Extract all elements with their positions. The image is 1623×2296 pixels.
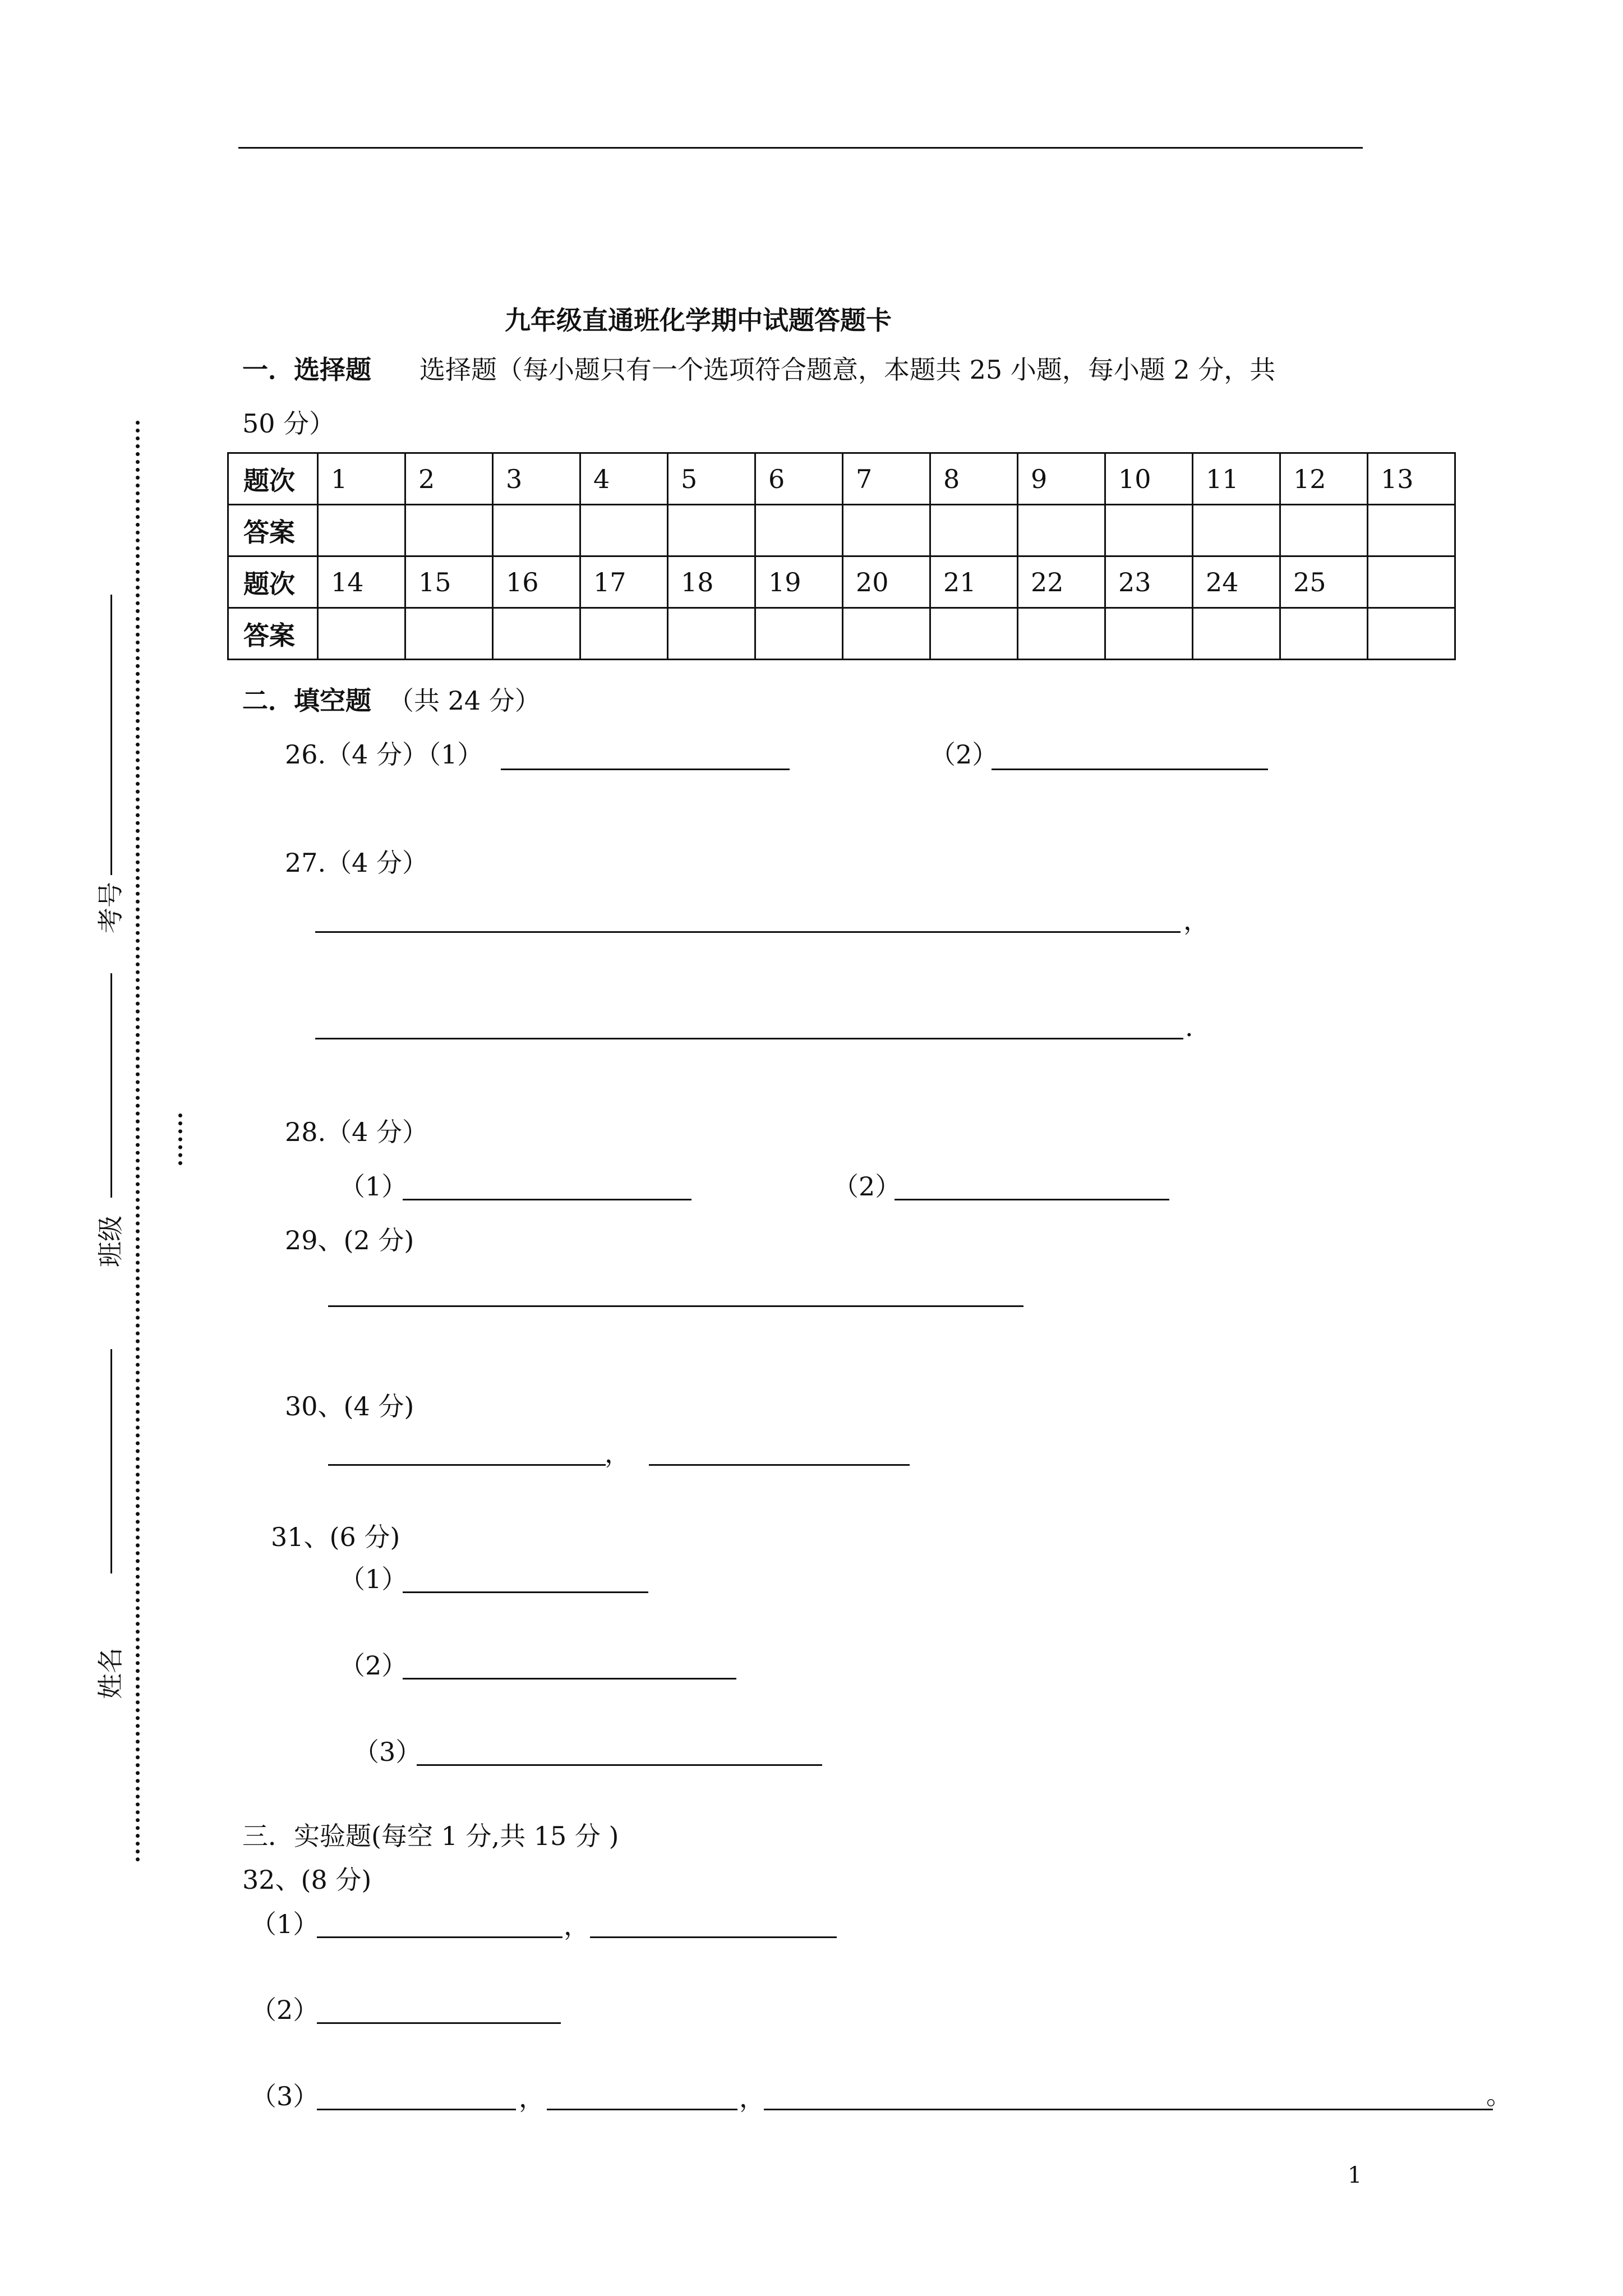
table-row [228, 505, 1455, 556]
answer-cell[interactable] [843, 505, 930, 556]
row-label-answer: 答案 [228, 505, 318, 556]
section1-desc-line1: 选择题（每小题只有一个选项符合题意，本题共 25 小题，每小题 2 分，共 [419, 355, 1276, 385]
q26-label-2: （2） [930, 739, 998, 770]
answer-cell[interactable] [1280, 505, 1368, 556]
table-row [228, 556, 1455, 608]
answer-cell[interactable] [1018, 505, 1105, 556]
question-number: 7 [843, 453, 930, 505]
q32-sep-3a: ， [519, 2083, 545, 2113]
question-number: 3 [493, 453, 580, 505]
answer-cell[interactable] [930, 505, 1018, 556]
question-number: 11 [1193, 453, 1280, 505]
q32-end-3: 。 [1486, 2080, 1512, 2110]
name-line [110, 1349, 112, 1573]
answer-cell[interactable] [1368, 505, 1455, 556]
question-number: 24 [1193, 556, 1280, 608]
q29-blank[interactable] [328, 1305, 1023, 1307]
answer-cell[interactable] [405, 608, 493, 660]
q27-label: 27.（4 分） [285, 848, 428, 878]
q32-blank-3a[interactable] [317, 2109, 516, 2110]
question-number: 17 [580, 556, 668, 608]
question-number: 23 [1105, 556, 1193, 608]
q26-label: 26.（4 分）（1） [285, 739, 483, 770]
q28-blank-2[interactable] [895, 1199, 1169, 1200]
answer-cell[interactable] [318, 608, 405, 660]
q29-label: 29、(2 分) [285, 1225, 414, 1255]
q28-label-1: （1） [339, 1171, 408, 1202]
q31-blank-2[interactable] [403, 1678, 736, 1680]
q32-sep-3b: ， [739, 2083, 765, 2113]
name-label: 姓名 [95, 1648, 126, 1699]
q26-blank-2[interactable] [992, 769, 1268, 770]
q28-blank-1[interactable] [403, 1199, 691, 1200]
q30-blank-1[interactable] [328, 1464, 606, 1466]
section1-desc-line2: 50 分） [242, 408, 335, 439]
q32-sep-1: ， [564, 1911, 589, 1941]
q28-label: 28.（4 分） [285, 1117, 428, 1147]
q31-blank-3[interactable] [417, 1764, 822, 1766]
q27-end-2: . [1185, 1012, 1193, 1042]
q32-label-2: （2） [251, 1995, 319, 2025]
table-row [228, 608, 1455, 660]
answer-cell[interactable] [668, 505, 755, 556]
question-number: 25 [1280, 556, 1368, 608]
section2-heading: 二．填空题 [242, 685, 371, 716]
question-number: 12 [1280, 453, 1368, 505]
q31-label-1: （1） [339, 1564, 408, 1594]
section1-heading: 一．选择题 [242, 355, 371, 385]
q30-blank-2[interactable] [649, 1464, 910, 1466]
q32-label-1: （1） [251, 1909, 319, 1939]
question-number: 18 [668, 556, 755, 608]
answer-cell[interactable] [580, 608, 668, 660]
class-label: 班级 [95, 1216, 126, 1267]
binding-dotted-line [136, 421, 140, 1862]
q27-end-1: ， [1183, 905, 1209, 936]
question-number: 1 [318, 453, 405, 505]
answer-cell[interactable] [843, 608, 930, 660]
q32-blank-3c[interactable] [764, 2109, 1493, 2110]
answer-cell[interactable] [668, 608, 755, 660]
section2-heading-note: （共 24 分） [388, 685, 541, 716]
q32-label-3: （3） [251, 2081, 319, 2111]
q27-blank-2[interactable] [315, 1038, 1183, 1039]
question-number: 19 [755, 556, 843, 608]
answer-cell[interactable] [1193, 608, 1280, 660]
answer-cell[interactable] [580, 505, 668, 556]
question-number: 5 [668, 453, 755, 505]
answer-cell[interactable] [1105, 608, 1193, 660]
question-number: 15 [405, 556, 493, 608]
question-number: 6 [755, 453, 843, 505]
q32-blank-2[interactable] [317, 2022, 561, 2024]
answer-cell[interactable] [1368, 608, 1455, 660]
section3-heading: 三．实验题(每空 1 分,共 15 分 ) [242, 1821, 619, 1851]
answer-cell[interactable] [1280, 608, 1368, 660]
q32-blank-1a[interactable] [317, 1936, 562, 1938]
q32-blank-3b[interactable] [547, 2109, 737, 2110]
exam-no-label: 考号 [95, 882, 126, 933]
question-number: 16 [493, 556, 580, 608]
page-title: 九年级直通班化学期中试题答题卡 [505, 305, 892, 335]
binding-dotted-short [178, 1114, 182, 1165]
exam-no-line [110, 595, 112, 875]
question-number: 13 [1368, 453, 1455, 505]
question-number: 2 [405, 453, 493, 505]
q28-label-2: （2） [833, 1171, 901, 1202]
class-line [110, 973, 112, 1198]
question-number: 8 [930, 453, 1018, 505]
q31-label: 31、(6 分) [271, 1522, 400, 1552]
question-number: 4 [580, 453, 668, 505]
q32-label: 32、(8 分) [242, 1865, 372, 1895]
q30-sep: ， [605, 1438, 630, 1469]
answer-table [227, 452, 1456, 660]
answer-cell[interactable] [1018, 608, 1105, 660]
answer-cell[interactable] [493, 608, 580, 660]
row-label-answer: 答案 [228, 608, 318, 660]
answer-cell[interactable] [755, 505, 843, 556]
q32-blank-1b[interactable] [590, 1936, 837, 1938]
row-label-question: 题次 [228, 556, 318, 608]
row-label-question: 题次 [228, 453, 318, 505]
question-number: 21 [930, 556, 1018, 608]
header-rule [238, 147, 1363, 149]
q26-blank-1[interactable] [501, 769, 790, 770]
question-number [1368, 556, 1455, 608]
q30-label: 30、(4 分) [285, 1391, 414, 1421]
page-number: 1 [1348, 2162, 1362, 2188]
q31-label-3: （3） [353, 1737, 422, 1767]
q31-blank-1[interactable] [403, 1591, 648, 1593]
answer-cell[interactable] [755, 608, 843, 660]
question-number: 20 [843, 556, 930, 608]
question-number: 14 [318, 556, 405, 608]
q31-label-2: （2） [339, 1650, 408, 1681]
answer-cell[interactable] [1105, 505, 1193, 556]
q27-blank-1[interactable] [315, 931, 1181, 933]
question-number: 22 [1018, 556, 1105, 608]
answer-cell[interactable] [1193, 505, 1280, 556]
answer-cell[interactable] [930, 608, 1018, 660]
answer-cell[interactable] [493, 505, 580, 556]
question-number: 9 [1018, 453, 1105, 505]
table-row [228, 453, 1455, 505]
answer-cell[interactable] [318, 505, 405, 556]
question-number: 10 [1105, 453, 1193, 505]
answer-cell[interactable] [405, 505, 493, 556]
